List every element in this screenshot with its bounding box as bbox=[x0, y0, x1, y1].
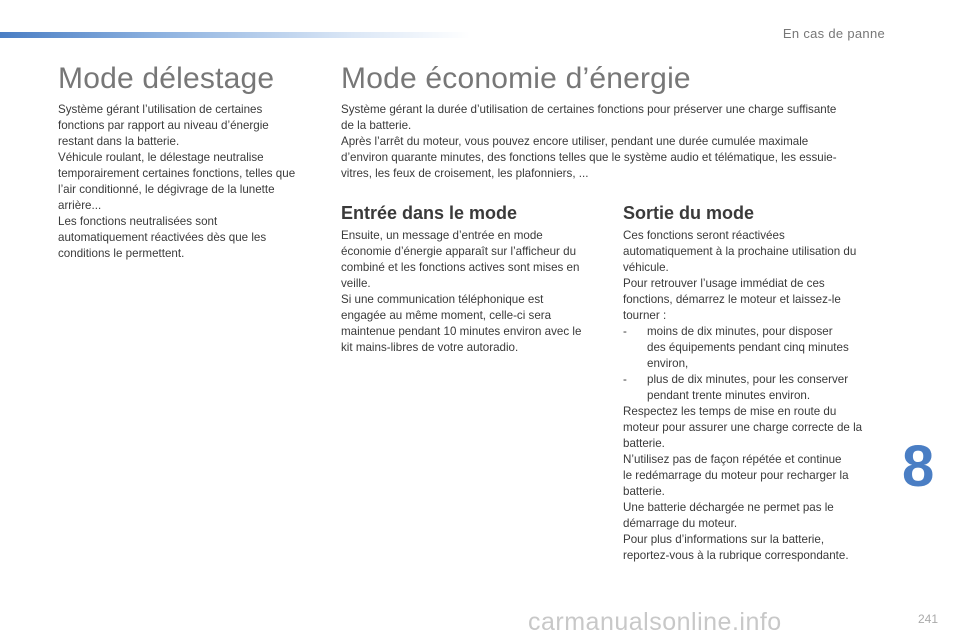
text-line: le redémarrage du moteur pour recharger la bbox=[623, 469, 849, 482]
text-line: automatiquement réactivées dès que les bbox=[58, 231, 267, 244]
text-line: engagée au même moment, celle-ci sera bbox=[341, 309, 552, 322]
text-line: Respectez les temps de mise en route du bbox=[623, 405, 837, 418]
text-line: batterie. bbox=[623, 485, 665, 498]
sortie-text bbox=[623, 228, 885, 564]
text-line: plus de dix minutes, pour les conserver bbox=[647, 373, 849, 386]
text-line: Système gérant l’utilisation de certaines bbox=[58, 103, 263, 116]
text-line: Système gérant la durée d’utilisation de certaines fonctions pour préserver une charge suffisante bbox=[341, 103, 837, 116]
text-line: de la batterie. bbox=[341, 119, 412, 132]
text-line: Véhicule roulant, le délestage neutralise bbox=[58, 151, 264, 164]
text-line: temporairement certaines fonctions, telles que bbox=[58, 167, 296, 180]
bullet-item bbox=[623, 324, 885, 372]
subtitle-entree: Entrée dans le mode bbox=[341, 203, 518, 223]
text-line: Une batterie déchargée ne permet pas le bbox=[623, 501, 834, 514]
text-line: tourner : bbox=[623, 309, 667, 322]
header-accent-bar bbox=[0, 32, 470, 38]
text-line: restant dans la batterie. bbox=[58, 135, 180, 148]
text-line: automatiquement à la prochaine utilisation du bbox=[623, 245, 857, 258]
text-line: démarrage du moteur. bbox=[623, 517, 738, 530]
text-line: d’environ quarante minutes, des fonctions telles que le système audio et télématique, les essuie- bbox=[341, 151, 837, 164]
text-line: maintenue pendant 10 minutes environ avec le bbox=[341, 325, 582, 338]
bullet-item bbox=[623, 372, 885, 404]
chapter-number: 8 bbox=[902, 434, 935, 499]
text-line: Si une communication téléphonique est bbox=[341, 293, 544, 306]
page-number: 241 bbox=[917, 612, 938, 626]
text-line: kit mains-libres de votre autoradio. bbox=[341, 341, 519, 354]
text-line: Ces fonctions seront réactivées bbox=[623, 229, 785, 242]
entree-text bbox=[341, 228, 603, 356]
title-mode-delestage: Mode délestage bbox=[58, 62, 275, 95]
text-line: N’utilisez pas de façon répétée et continue bbox=[623, 453, 842, 466]
text-line: conditions le permettent. bbox=[58, 247, 185, 260]
text-line: vitres, les feux de croisement, les plafonniers, ... bbox=[341, 167, 589, 180]
text-line: Pour plus d’informations sur la batterie, bbox=[623, 533, 825, 546]
text-line: arrière... bbox=[58, 199, 102, 212]
text-line: combiné et les fonctions actives sont mises en bbox=[341, 261, 580, 274]
text-line: Après l’arrêt du moteur, vous pouvez encore utiliser, pendant une durée cumulée maximale bbox=[341, 135, 809, 148]
text-line: pendant trente minutes environ. bbox=[647, 389, 811, 402]
text-line: Les fonctions neutralisées sont bbox=[58, 215, 218, 228]
text-line: moteur pour assurer une charge correcte de la bbox=[623, 421, 863, 434]
subtitle-sortie: Sortie du mode bbox=[623, 203, 755, 223]
text-line: des équipements pendant cinq minutes bbox=[647, 341, 849, 354]
text-line: environ, bbox=[647, 357, 689, 370]
section-title: En cas de panne bbox=[782, 26, 885, 41]
text-line: batterie. bbox=[623, 437, 665, 450]
text-line: Pour retrouver l’usage immédiat de ces bbox=[623, 277, 825, 290]
text-line: veille. bbox=[341, 277, 371, 290]
bullet-dash: - bbox=[623, 373, 627, 386]
text-line: moins de dix minutes, pour disposer bbox=[647, 325, 833, 338]
text-line: fonctions, démarrez le moteur et laissez-le bbox=[623, 293, 841, 306]
text-line: Ensuite, un message d’entrée en mode bbox=[341, 229, 543, 242]
bullet-text bbox=[647, 372, 885, 404]
text-line: véhicule. bbox=[623, 261, 669, 274]
text-line: économie d’énergie apparaît sur l’afficheur du bbox=[341, 245, 577, 258]
text-line: l’air conditionné, le dégivrage de la lunette bbox=[58, 183, 275, 196]
delestage-text bbox=[58, 102, 320, 262]
economie-text bbox=[341, 102, 886, 182]
title-mode-economie: Mode économie d’énergie bbox=[341, 62, 691, 95]
bullet-text bbox=[647, 324, 885, 372]
text-line: reportez-vous à la rubrique correspondante. bbox=[623, 549, 849, 562]
watermark: carmanualsonline.info bbox=[528, 608, 782, 636]
bullet-dash: - bbox=[623, 325, 627, 338]
text-line: fonctions par rapport au niveau d’énergie bbox=[58, 119, 269, 132]
